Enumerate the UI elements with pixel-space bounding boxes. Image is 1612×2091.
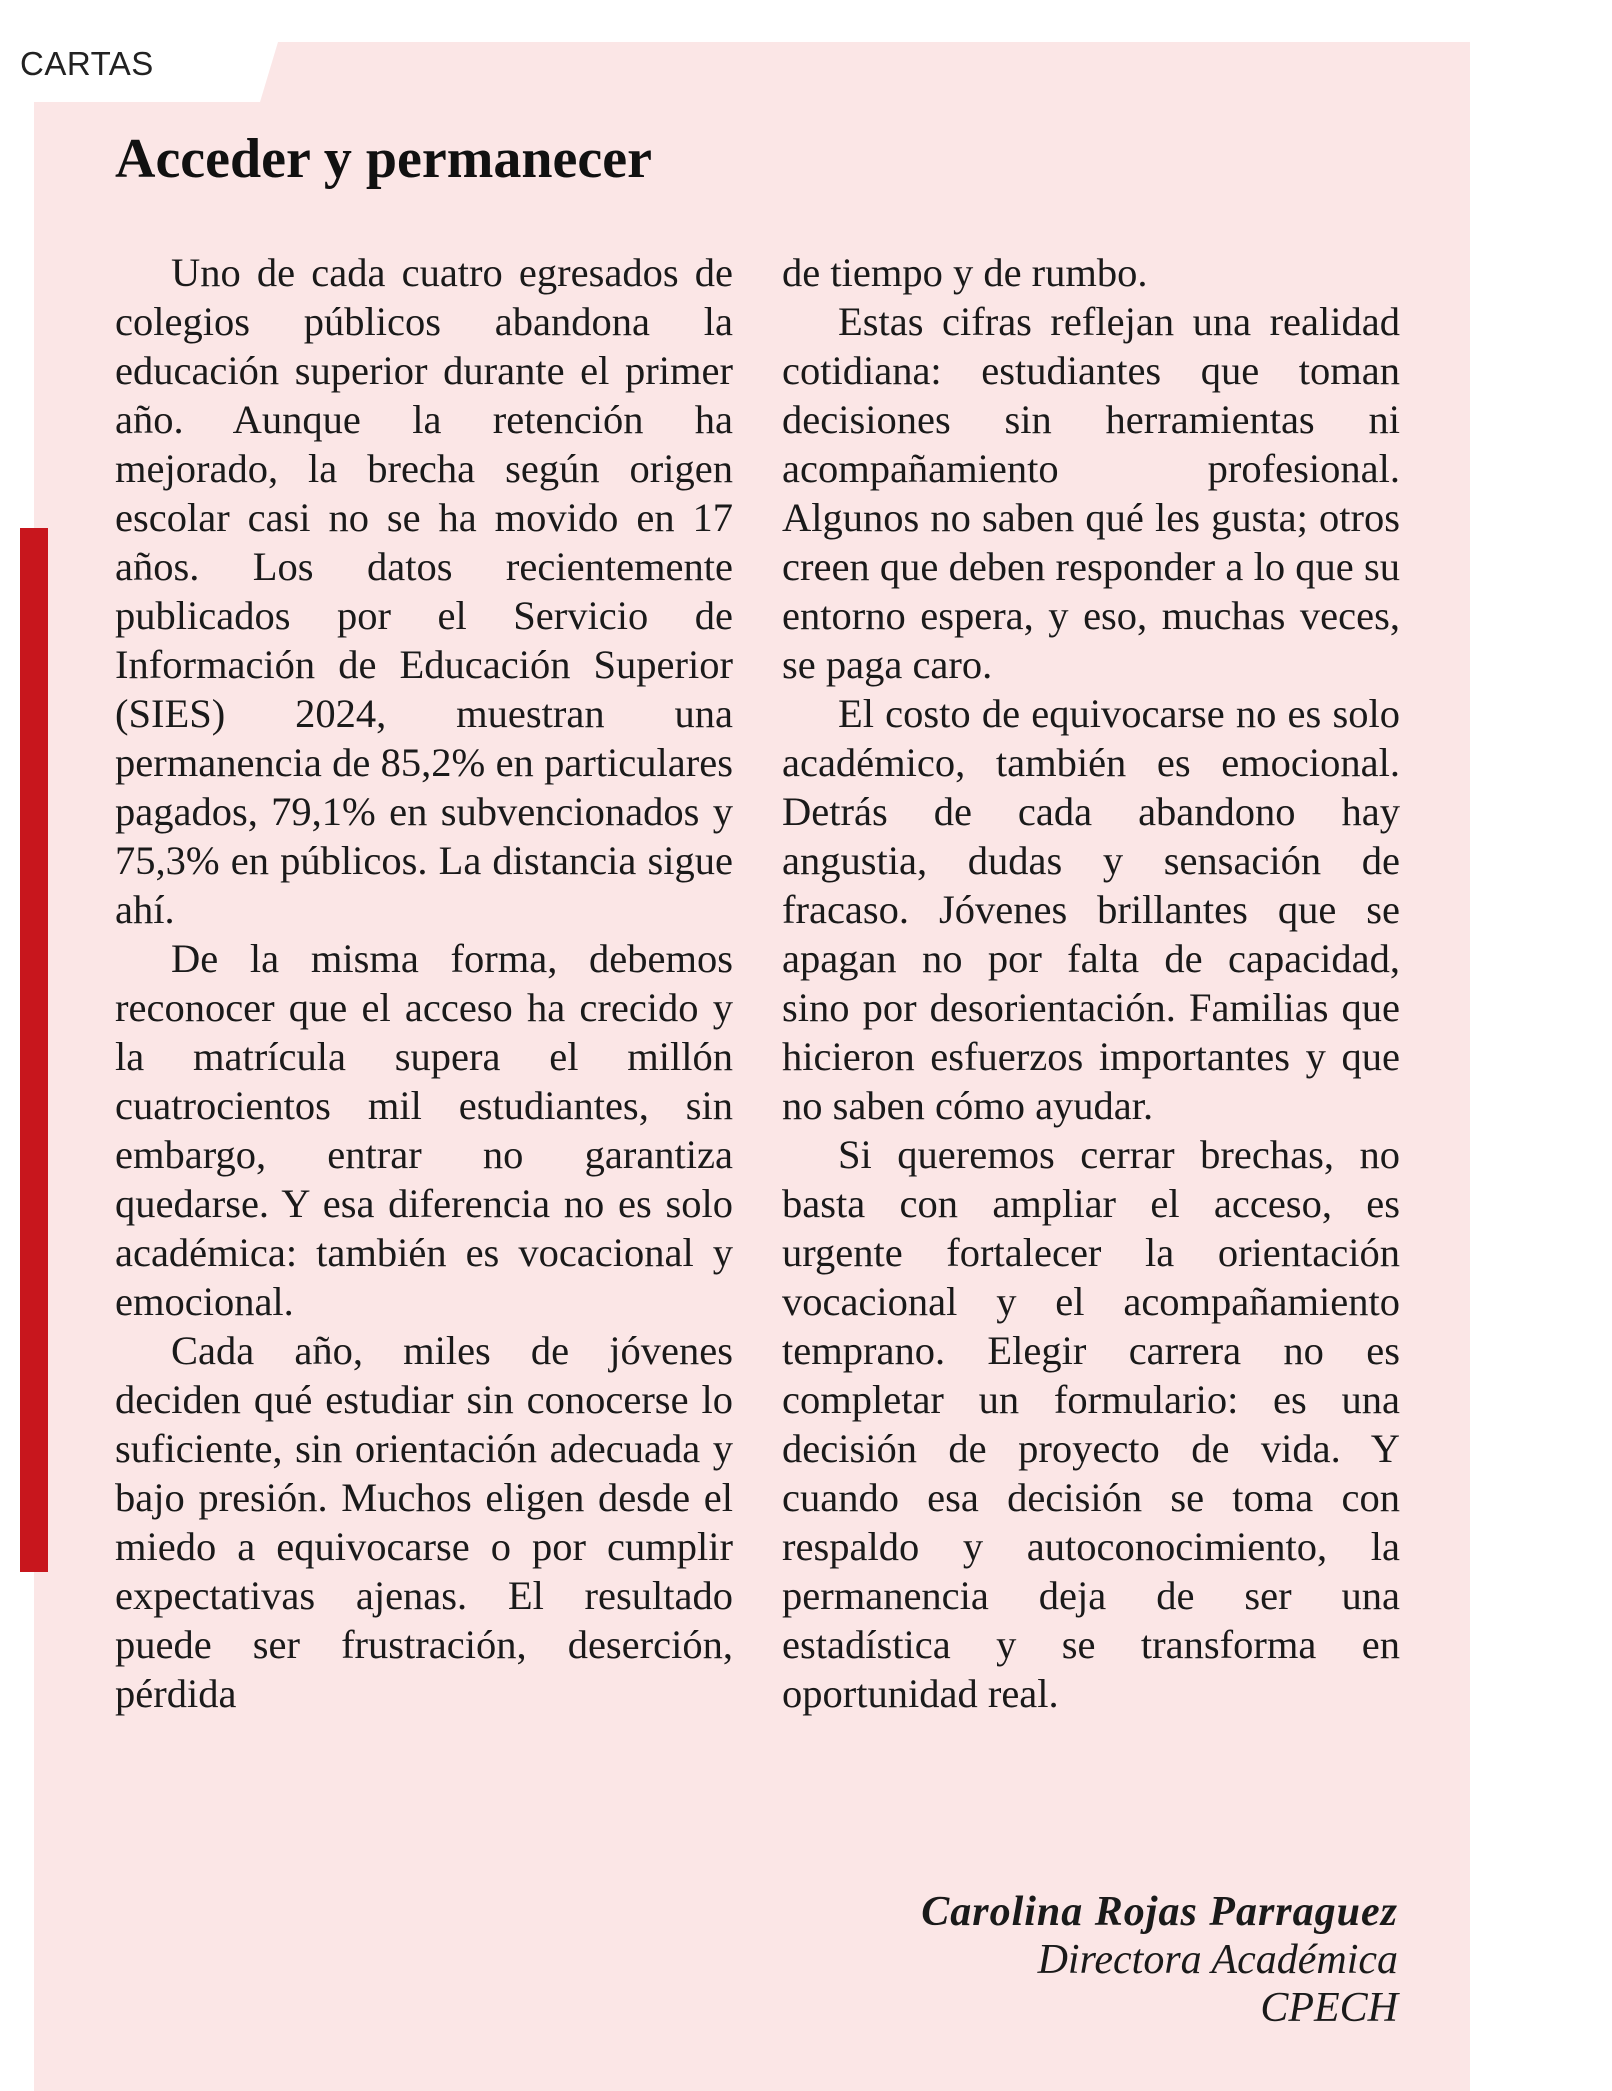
paragraph: Estas cifras reflejan una realidad cotidiana: estudiantes que toman decisiones sin herramientas ni acompañamiento profesional. Algunos no saben qué les gusta; otros creen que deben responder a lo que su entorno espera, y eso, muchas veces, se paga caro. <box>782 299 1400 687</box>
paragraph-continuation: de tiempo y de rumbo. <box>782 250 1148 295</box>
paragraph: Cada año, miles de jóvenes deciden qué estudiar sin conocerse lo suficiente, sin orientación adecuada y bajo presión. Muchos eligen desde el miedo a equivocarse o por cumplir expectativas ajenas. El resultado puede ser frustración, deserción, pérdida <box>115 1328 733 1716</box>
paragraph: El costo de equivocarse no es solo académico, también es emocional. Detrás de cada abandono hay angustia, dudas y sensación de fracaso. Jóvenes brillantes que se apagan no por falta de capacidad, sino por desorientación. Familias que hicieron esfuerzos importantes y que no saben cómo ayudar. <box>782 691 1400 1128</box>
paragraph: De la misma forma, debemos reconocer que el acceso ha crecido y la matrícula supera el millón cuatrocientos mil estudiantes, sin embargo, entrar no garantiza quedarse. Y esa diferencia no es solo académica: también es vocacional y emocional. <box>115 936 733 1324</box>
author-organization: CPECH <box>1260 1985 1398 2031</box>
author-title: Directora Académica <box>1037 1937 1398 1983</box>
accent-bar <box>20 528 48 1572</box>
article-column-right <box>782 248 1400 1718</box>
paragraph: Si queremos cerrar brechas, no basta con ampliar el acceso, es urgente fortalecer la orientación vocacional y el acompañamiento temprano. Elegir carrera no es completar un formulario: es una decisión de proyecto de vida. Y cuando esa decisión se toma con respaldo y autoconocimiento, la permanencia deja de ser una estadística y se transforma en oportunidad real. <box>782 1132 1400 1716</box>
headline: Acceder y permanecer <box>115 128 652 190</box>
signature-block <box>921 1888 1398 2032</box>
paragraph: Uno de cada cuatro egresados de colegios públicos abandona la educación superior durante el primer año. Aunque la retención ha mejorado, la brecha según origen escolar casi no se ha movido en 17 años. Los datos recientemente publicados por el Servicio de Información de Educación Superior (SIES) 2024, muestran una permanencia de 85,2% en particulares pagados, 79,1% en subvencionados y 75,3% en públicos. La distancia sigue ahí. <box>115 250 733 932</box>
author-name: Carolina Rojas Parraguez <box>921 1889 1398 1935</box>
article-column-left <box>115 248 733 1718</box>
section-label: CARTAS <box>20 45 154 82</box>
